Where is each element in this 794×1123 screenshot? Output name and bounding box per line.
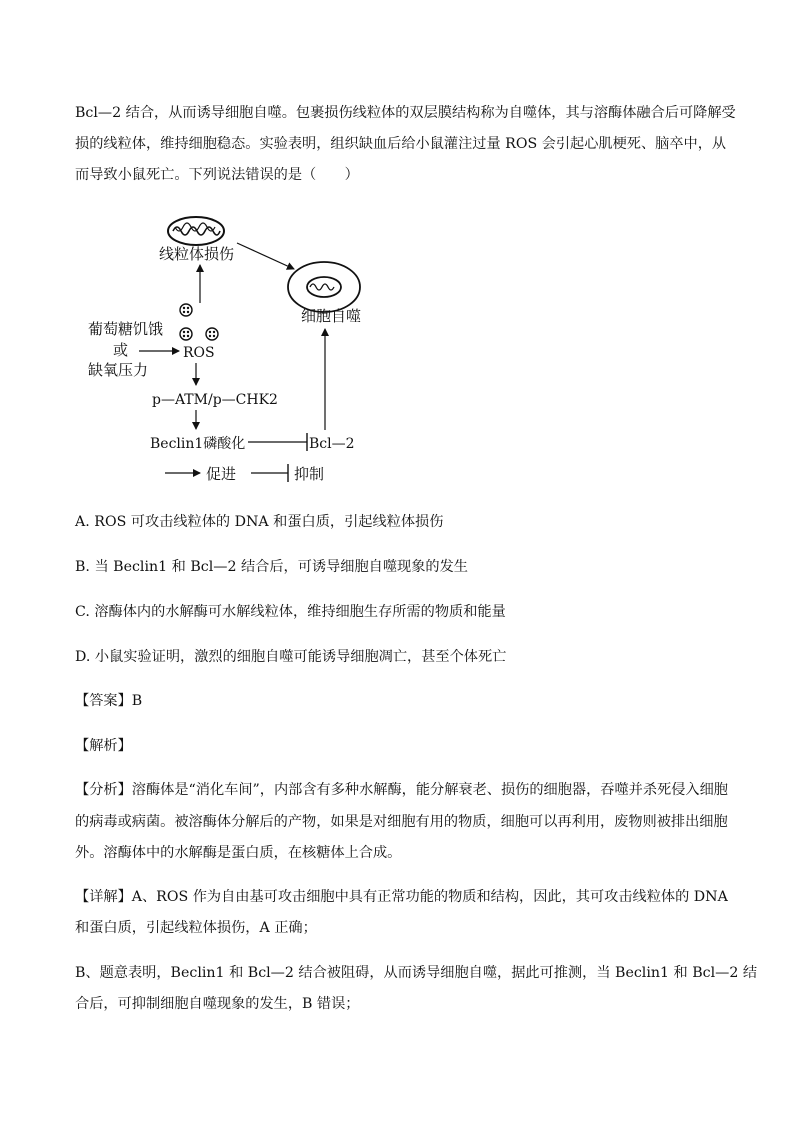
answer: 【答案】B	[75, 693, 143, 709]
damaged-mitochondrion-icon	[168, 217, 224, 245]
beclin-label: Beclin1磷酸化	[150, 436, 246, 452]
option-a: A. ROS 可攻击线粒体的 DNA 和蛋白质，引起线粒体损伤	[75, 514, 444, 530]
detail-b-line-2: 合后，可抑制细胞自噬现象的发生，B 错误；	[75, 996, 360, 1012]
legend-inhibit-label: 抑制	[294, 465, 325, 483]
stimulus-line-3: 缺氧压力	[88, 361, 149, 379]
option-d: D. 小鼠实验证明，激烈的细胞自噬可能诱导细胞凋亡，甚至个体死亡	[75, 649, 507, 665]
legend-promote-label: 促进	[206, 465, 237, 483]
analysis-line-1: 【分析】溶酶体是“消化车间”，内部含有多种水解酶，能分解衰老、损伤的细胞器，吞噬并杀死侵入细胞	[75, 782, 728, 798]
detail-a-line-2: 和蛋白质，引起线粒体损伤，A 正确；	[75, 920, 317, 936]
intro-line-3: 而导致小鼠死亡。下列说法错误的是（ ）	[75, 167, 359, 183]
ros-label: ROS	[183, 345, 215, 361]
analysis-line-2: 的病毒或病菌。被溶酶体分解后的产物，如果是对细胞有用的物质，细胞可以再利用，废物则被排出细胞	[75, 814, 728, 830]
autophagy-pathway-diagram	[75, 205, 395, 495]
analysis-line-3: 外。溶酶体中的水解酶是蛋白质，在核糖体上合成。	[75, 845, 402, 861]
stimulus-line-2: 或	[113, 341, 129, 359]
detail-a-line-1: 【详解】A、ROS 作为自由基可攻击细胞中具有正常功能的物质和结构，因此，其可攻击线粒体的 DNA	[75, 889, 728, 905]
detail-b-line-1: B、题意表明，Beclin1 和 Bcl—2 结合被阻碍，从而诱导细胞自噬，据此可推测，当 Beclin1 和 Bcl—2 结	[75, 965, 758, 981]
stimulus-line-1: 葡萄糖饥饿	[88, 320, 164, 338]
autophagy-label: 细胞自噬	[301, 307, 362, 325]
autophagosome-icon	[288, 262, 360, 312]
atm-label: p—ATM/p—CHK2	[152, 392, 278, 408]
ros-radical-icons	[180, 304, 218, 340]
bcl-label: Bcl—2	[309, 436, 355, 452]
option-c: C. 溶酶体内的水解酶可水解线粒体，维持细胞生存所需的物质和能量	[75, 604, 506, 620]
arrow-damage-to-autophagy	[237, 243, 294, 269]
analysis-heading: 【解析】	[75, 738, 132, 754]
intro-line-1: Bcl—2 结合，从而诱导细胞自噬。包裹损伤线粒体的双层膜结构称为自噬体，其与溶酶体融合后可降解受	[75, 105, 736, 121]
mito-damage-label: 线粒体损伤	[159, 245, 235, 263]
option-b: B. 当 Beclin1 和 Bcl—2 结合后，可诱导细胞自噬现象的发生	[75, 559, 468, 575]
intro-line-2: 损的线粒体，维持细胞稳态。实验表明，组织缺血后给小鼠灌注过量 ROS 会引起心肌梗死、脑卒中，从	[75, 136, 727, 152]
